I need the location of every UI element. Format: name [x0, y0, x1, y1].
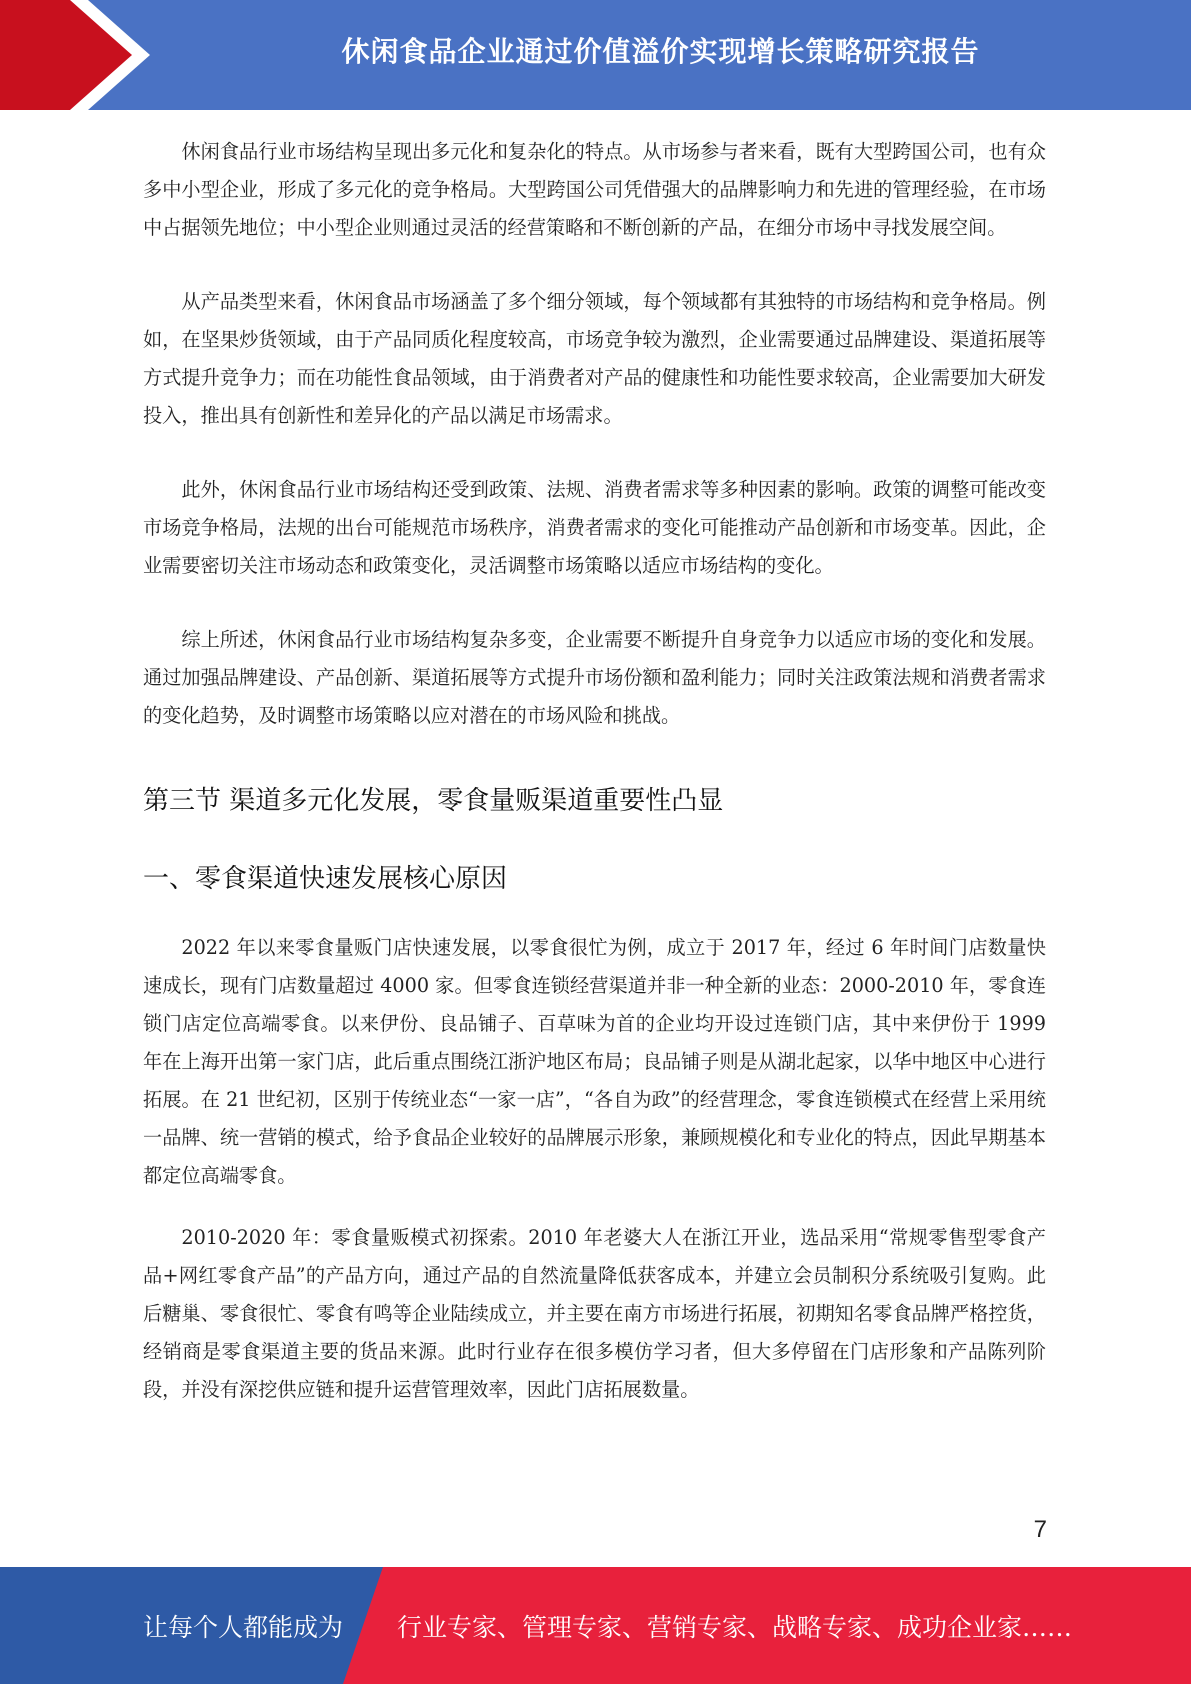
page-footer — [0, 1567, 1191, 1684]
footer-slogan-left: 让每个人都能成为 — [143, 1612, 344, 1642]
page-content — [143, 133, 1046, 1445]
page-number: 7 — [1033, 1516, 1047, 1543]
subsection-heading: 一、零食渠道快速发展核心原因 — [143, 864, 508, 894]
header-arrow-decoration — [0, 0, 160, 110]
footer-slogan-right: 行业专家、管理专家、营销专家、战略专家、成功企业家…… — [397, 1612, 1073, 1642]
paragraph: 休闲食品行业市场结构呈现出多元化和复杂化的特点。从市场参与者来看，既有大型跨国公司，也有众多中小型企业，形成了多元化的竞争格局。大型跨国公司凭借强大的品牌影响力和先进的管理经验，在市场中占据领先地位；中小型企业则通过灵活的经营策略和不断创新的产品，在细分市场中寻找发展空间。 — [143, 140, 1046, 239]
paragraph: 2022 年以来零食量贩门店快速发展，以零食很忙为例，成立于 2017 年，经过 6 年时间门店数量快速成长，现有门店数量超过 4000 家。但零食连锁经营渠道并非一种全新的业态：2000-2010 年，零食连锁门店定位高端零食。以来伊份、良品铺子、百草味为首的企业均开设过连锁门店，其中来伊份于 1999 年在上海开出第一家门店，此后重点围绕江浙沪地区布局；良品铺子则是从湖北起家，以华中地区中心进行拓展。在 21 世纪初，区别于传统业态“一家一店”，“各自为政”的经营理念，零食连锁模式在经营上采用统一品牌、统一营销的模式，给予食品企业较好的品牌展示形象，兼顾规模化和专业化的特点，因此早期基本都定位高端零食。 — [143, 936, 1046, 1187]
section-heading: 第三节 渠道多元化发展，零食量贩渠道重要性凸显 — [143, 786, 724, 816]
paragraph: 综上所述，休闲食品行业市场结构复杂多变，企业需要不断提升自身竞争力以适应市场的变化和发展。通过加强品牌建设、产品创新、渠道拓展等方式提升市场份额和盈利能力；同时关注政策法规和消费者需求的变化趋势，及时调整市场策略以应对潜在的市场风险和挑战。 — [143, 628, 1046, 727]
paragraph: 2010-2020 年：零食量贩模式初探索。2010 年老婆大人在浙江开业，选品采用“常规零售型零食产品+网红零食产品”的产品方向，通过产品的自然流量降低获客成本，并建立会员制积分系统吸引复购。此后糖巢、零食很忙、零食有鸣等企业陆续成立，并主要在南方市场进行拓展，初期知名零食品牌严格控货，经销商是零食渠道主要的货品来源。此时行业存在很多模仿学习者，但大多停留在门店形象和产品陈列阶段，并没有深挖供应链和提升运营管理效率，因此门店拓展数量。 — [143, 1226, 1046, 1401]
paragraph: 从产品类型来看，休闲食品市场涵盖了多个细分领域，每个领域都有其独特的市场结构和竞争格局。例如，在坚果炒货领域，由于产品同质化程度较高，市场竞争较为激烈，企业需要通过品牌建设、渠道拓展等方式提升竞争力；而在功能性食品领域，由于消费者对产品的健康性和功能性要求较高，企业需要加大研发投入，推出具有创新性和差异化的产品以满足市场需求。 — [143, 290, 1046, 427]
paragraph: 此外，休闲食品行业市场结构还受到政策、法规、消费者需求等多种因素的影响。政策的调整可能改变市场竞争格局，法规的出台可能规范市场秩序，消费者需求的变化可能推动产品创新和市场变革。因此，企业需要密切关注市场动态和政策变化，灵活调整市场策略以适应市场结构的变化。 — [143, 478, 1046, 577]
page-header — [0, 0, 1191, 110]
report-title: 休闲食品企业通过价值溢价实现增长策略研究报告 — [341, 35, 980, 68]
